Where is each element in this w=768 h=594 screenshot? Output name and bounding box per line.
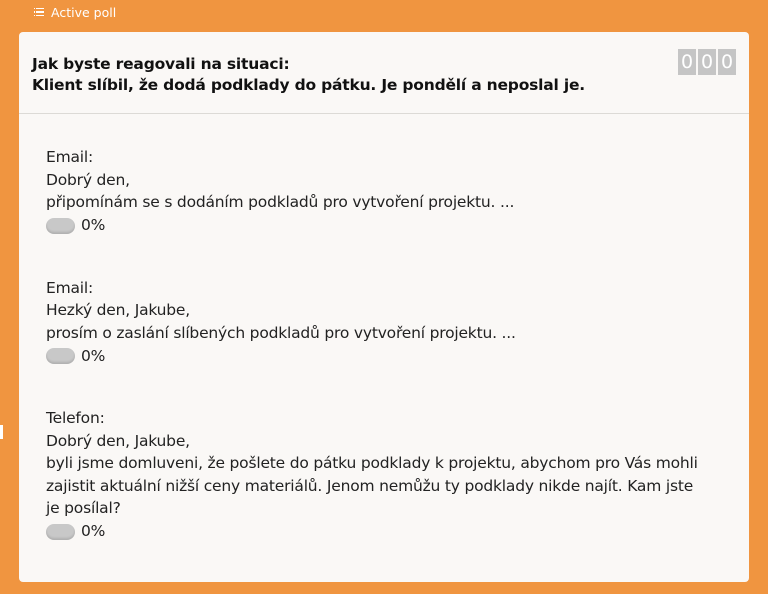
option-text-line: Email: xyxy=(46,148,94,166)
option-text-line: Telefon: xyxy=(46,409,105,427)
vote-counter xyxy=(678,49,736,75)
result-bar xyxy=(46,218,75,234)
poll-option[interactable] xyxy=(46,146,736,237)
option-result xyxy=(46,345,736,367)
option-result xyxy=(46,215,736,237)
poll-status-label: Active poll xyxy=(51,4,117,20)
option-text-line: Email: xyxy=(46,278,94,297)
option-result xyxy=(46,521,736,543)
option-text-line: byli jsme domluveni, že pošlete do pátku podklady k projektu, abychom pro Vás mohli xyxy=(46,454,698,472)
option-text-line: Dobrý den, xyxy=(46,170,130,189)
poll-options xyxy=(46,146,736,543)
question-line-1: Jak byste reagovali na situaci: xyxy=(32,55,290,73)
poll-option[interactable] xyxy=(46,407,736,543)
result-bar xyxy=(46,348,75,364)
option-text-line: zajistit aktuální nižší ceny materiálů. Jenom nemůžu ty podklady nikde najít. Kam jste xyxy=(46,476,694,495)
result-bar xyxy=(46,524,75,540)
question-line-2: Klient slíbil, že dodá podklady do pátku. Je pondělí a neposlal je. xyxy=(32,76,585,94)
poll-option[interactable] xyxy=(46,277,736,368)
poll-header xyxy=(19,32,749,114)
option-text-line: Dobrý den, Jakube, xyxy=(46,431,190,450)
counter-digit: 0 xyxy=(718,49,736,75)
edge-marker xyxy=(0,425,3,439)
poll-status-bar xyxy=(34,3,116,21)
poll-question xyxy=(32,54,585,96)
counter-digit: 0 xyxy=(678,49,696,75)
result-percent: 0% xyxy=(81,216,106,235)
option-text-line: je posílal? xyxy=(46,499,121,517)
option-text-line: Hezký den, Jakube, xyxy=(46,301,190,319)
option-text-line: prosím o zaslání slíbených podkladů pro vytvoření projektu. ... xyxy=(46,323,516,342)
result-percent: 0% xyxy=(81,522,106,541)
poll-card xyxy=(19,32,749,582)
result-percent: 0% xyxy=(81,346,106,365)
counter-digit: 0 xyxy=(698,49,716,75)
option-text-line: připomínám se s dodáním podkladů pro vytvoření projektu. ... xyxy=(46,193,515,211)
list-icon xyxy=(34,8,44,17)
